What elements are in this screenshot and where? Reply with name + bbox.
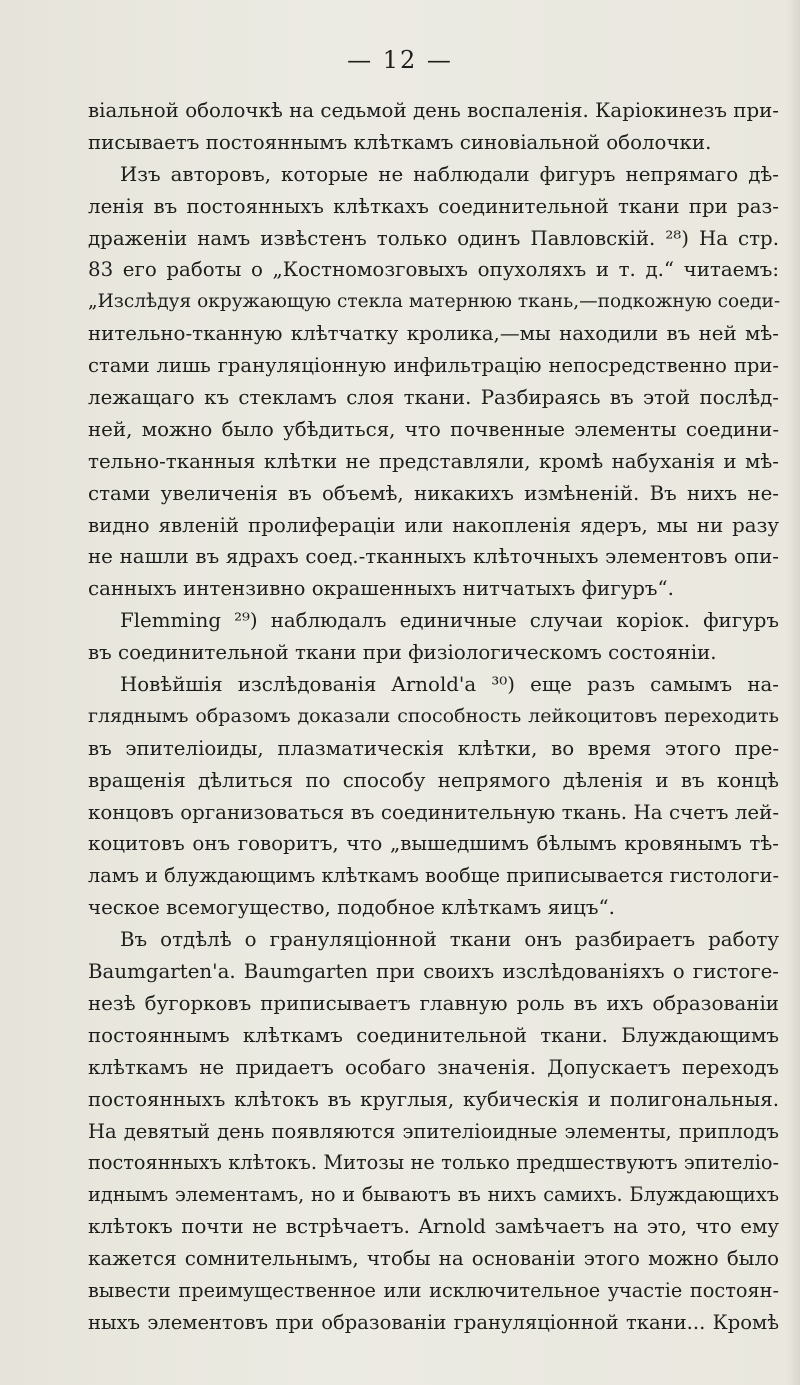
text-line: клѣтокъ почти не встрѣчаетъ. Arnold замѣчаетъ на это, что ему	[88, 1215, 779, 1239]
page-edge-shadow	[786, 0, 800, 1385]
paragraph-first-line: Изъ авторовъ, которые не наблюдали фигуръ непрямаго дѣ-	[120, 162, 779, 186]
page-number: — 12 —	[347, 46, 453, 74]
text-line: видно явленій пролифераціи или накопленія ядеръ, мы ни разу	[88, 513, 779, 537]
text-line: постоянныхъ клѣтокъ въ круглыя, кубическія и полигональныя.	[88, 1087, 779, 1111]
text-line: тельно-тканныя клѣтки не представляли, кромѣ набуханія и мѣ-	[88, 449, 779, 473]
text-line: вращенія дѣлиться по способу непрямого дѣленія и въ концѣ	[88, 768, 779, 792]
text-line: стами увеличенія въ объемѣ, никакихъ измѣненій. Въ нихъ не-	[88, 481, 779, 505]
text-line: вывести преимущественное или исключительное участіе постоян-	[88, 1278, 779, 1302]
text-line: иднымъ элементамъ, но и бываютъ въ нихъ самихъ. Блуждающихъ	[88, 1183, 779, 1207]
text-line: въ соединительной ткани при физіологическомъ состояніи.	[88, 641, 717, 665]
text-line: кажется сомнительнымъ, чтобы на основаніи этого можно было	[88, 1247, 779, 1271]
text-line: Baumgarten'а. Baumgarten при своихъ изслѣдованіяхъ о гистоге-	[88, 960, 779, 984]
text-line: ческое всемогущество, подобное клѣткамъ яицъ“.	[88, 896, 615, 920]
paragraph-first-line: Новѣйшія изслѣдованія Arnold'а ³⁰) еще разъ самымъ на-	[120, 673, 779, 697]
text-line: гляднымъ образомъ доказали способность лейкоцитовъ переходить	[88, 704, 779, 727]
text-line: ней, можно было убѣдиться, что почвенные элементы соедини-	[88, 417, 779, 441]
text-line: въ эпителіоиды, плазматическія клѣтки, во время этого пре-	[88, 736, 779, 760]
text-line: санныхъ интензивно окрашенныхъ нитчатыхъ фигуръ“.	[88, 577, 674, 601]
text-line: концовъ организоваться въ соединительную ткань. На счетъ лей-	[88, 800, 779, 824]
text-line: На девятый день появляются эпителіоидные элементы, приплодъ	[88, 1119, 779, 1143]
text-line: віальной оболочкѣ на седьмой день воспаленія. Каріокинезъ при-	[88, 99, 779, 122]
text-line: постоянныхъ клѣтокъ. Митозы не только предшествуютъ эпителіо-	[88, 1151, 779, 1175]
text-line: не нашли въ ядрахъ соед.-тканныхъ клѣточныхъ элементовъ опи-	[88, 545, 779, 569]
text-line: писываетъ постояннымъ клѣткамъ синовіальной оболочки.	[88, 130, 712, 154]
text-line: 83 его работы о „Костномозговыхъ опухоляхъ и т. д.“ читаемъ:	[88, 258, 779, 282]
text-line: „Изслѣдуя окружающую стекла матернюю ткань,—подкожную соеди-	[88, 291, 781, 313]
text-line: незѣ бугорковъ приписываетъ главную роль въ ихъ образованіи	[88, 991, 779, 1015]
text-line: клѣткамъ не придаетъ особаго значенія. Допускаетъ переходъ	[88, 1055, 779, 1079]
text-line: лежащаго къ стекламъ слоя ткани. Разбираясь въ этой послѣд-	[88, 386, 779, 410]
text-line: ламъ и блуждающимъ клѣткамъ вообще приписывается гистологи-	[88, 864, 779, 888]
text-line: ныхъ элементовъ при образованіи грануляціонной ткани... Кромѣ	[88, 1310, 779, 1334]
text-line: драженіи намъ извѣстенъ только одинъ Павловскій. ²⁸) На стр.	[88, 226, 779, 250]
paragraph-first-line: Въ отдѣлѣ о грануляціонной ткани онъ разбираетъ работу	[120, 928, 779, 952]
text-line: стами лишь грануляціонную инфильтрацію непосредственно при-	[88, 354, 779, 378]
text-line: ленія въ постоянныхъ клѣткахъ соединительной ткани при раз-	[88, 194, 779, 218]
text-line: нительно-тканную клѣтчатку кролика,—мы находили въ ней мѣ-	[88, 322, 779, 346]
text-line: постояннымъ клѣткамъ соединительной ткани. Блуждающимъ	[88, 1023, 779, 1047]
body-text	[88, 95, 779, 1339]
paragraph-first-line: Flemming ²⁹) наблюдалъ единичные случаи коріок. фигуръ	[120, 609, 779, 633]
text-line: коцитовъ онъ говоритъ, что „вышедшимъ бѣлымъ кровянымъ тѣ-	[88, 832, 779, 856]
